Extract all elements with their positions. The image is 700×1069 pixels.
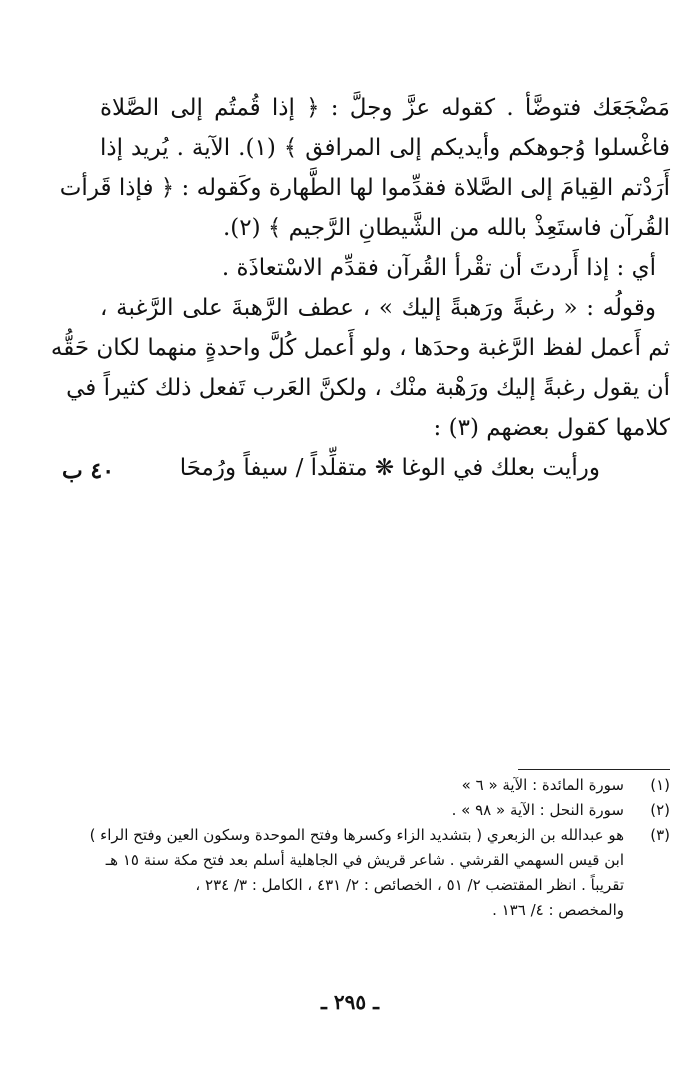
footnote-divider [518, 769, 670, 770]
footnote-1 [40, 773, 670, 798]
text-line: أن يقول رغبةً إليك ورَهْبة منْك ، ولكنَّ العَرب تَفعل ذلك كثيراً في [66, 375, 670, 401]
text-line: أَرَدْتم القِيامَ إلى الصَّلاة فقدِّموا لها الطَّهارة وكَقوله : ﴿ فإذا قَرأت [59, 175, 670, 201]
footnote-text: سورة المائدة : الآية « ٦ » [461, 776, 624, 794]
text-line: مَضْجَعَك فتوضَّأ . كقوله عزَّ وجلَّ : ﴿ إذا قُمتُم إلى الصَّلاة [100, 95, 670, 121]
text-line: وقولُه : « رغبةً ورَهبةً إليك » ، عطف الرَّهبةَ على الرَّغبة ، [100, 295, 656, 321]
text-line: فاغْسلوا وُجوهكم وأيديكم إلى المرافق ﴾ (١). الآية . يُريد إذا [100, 135, 671, 161]
footnote-2 [40, 798, 670, 823]
text-line: كلامها كقول بعضهم (٣) : [433, 415, 670, 441]
footnote-3 [40, 823, 670, 923]
footnote-text: سورة النحل : الآية « ٩٨ » . [451, 801, 624, 819]
footnote-number: (٢) [650, 801, 670, 819]
main-text-block [50, 88, 671, 448]
footnote-number: (٣) [650, 826, 670, 844]
footnote-text: والمخصص : ٤/ ١٣٦ . [492, 901, 624, 919]
footnote-text: ابن قيس السهمي القرشي . شاعر قريش في الجاهلية أسلم بعد فتح مكة سنة ١٥ هـ [105, 851, 624, 869]
text-line: ثم أَعمل لفظ الرَّغبة وحدَها ، ولو أَعمل كُلَّ واحدةٍ منهما لكان حَقُّه [50, 335, 670, 361]
footnote-text: هو عبدالله بن الزبعري ( بتشديد الزاء وكسرها وفتح الموحدة وسكون العين وفتح الراء ) [89, 826, 624, 844]
footnote-number: (١) [650, 776, 670, 794]
text-line: القُرآن فاستَعِذْ بالله من الشَّيطانِ الرَّجيم ﴾ (٢). [222, 215, 670, 241]
footnote-text: تقريباً . انظر المقتضب ٢/ ٥١ ، الخصائص : ٢/ ٤٣١ ، الكامل : ٣/ ٢٣٤ ، [195, 876, 624, 894]
page-number: ـ ٢٩٥ ـ [321, 990, 379, 1014]
text-line: أي : إذا أَردتَ أن تقْرأ القُرآن فقدِّم الاسْتعاذَة . [221, 255, 656, 281]
manuscript-folio-marker: ٤٠ ب [62, 458, 115, 484]
poetry-verse: ورأيت بعلك في الوغا ❋ متقلِّداً / سيفاً ورُمحَا [179, 455, 600, 481]
footnotes [40, 773, 670, 923]
